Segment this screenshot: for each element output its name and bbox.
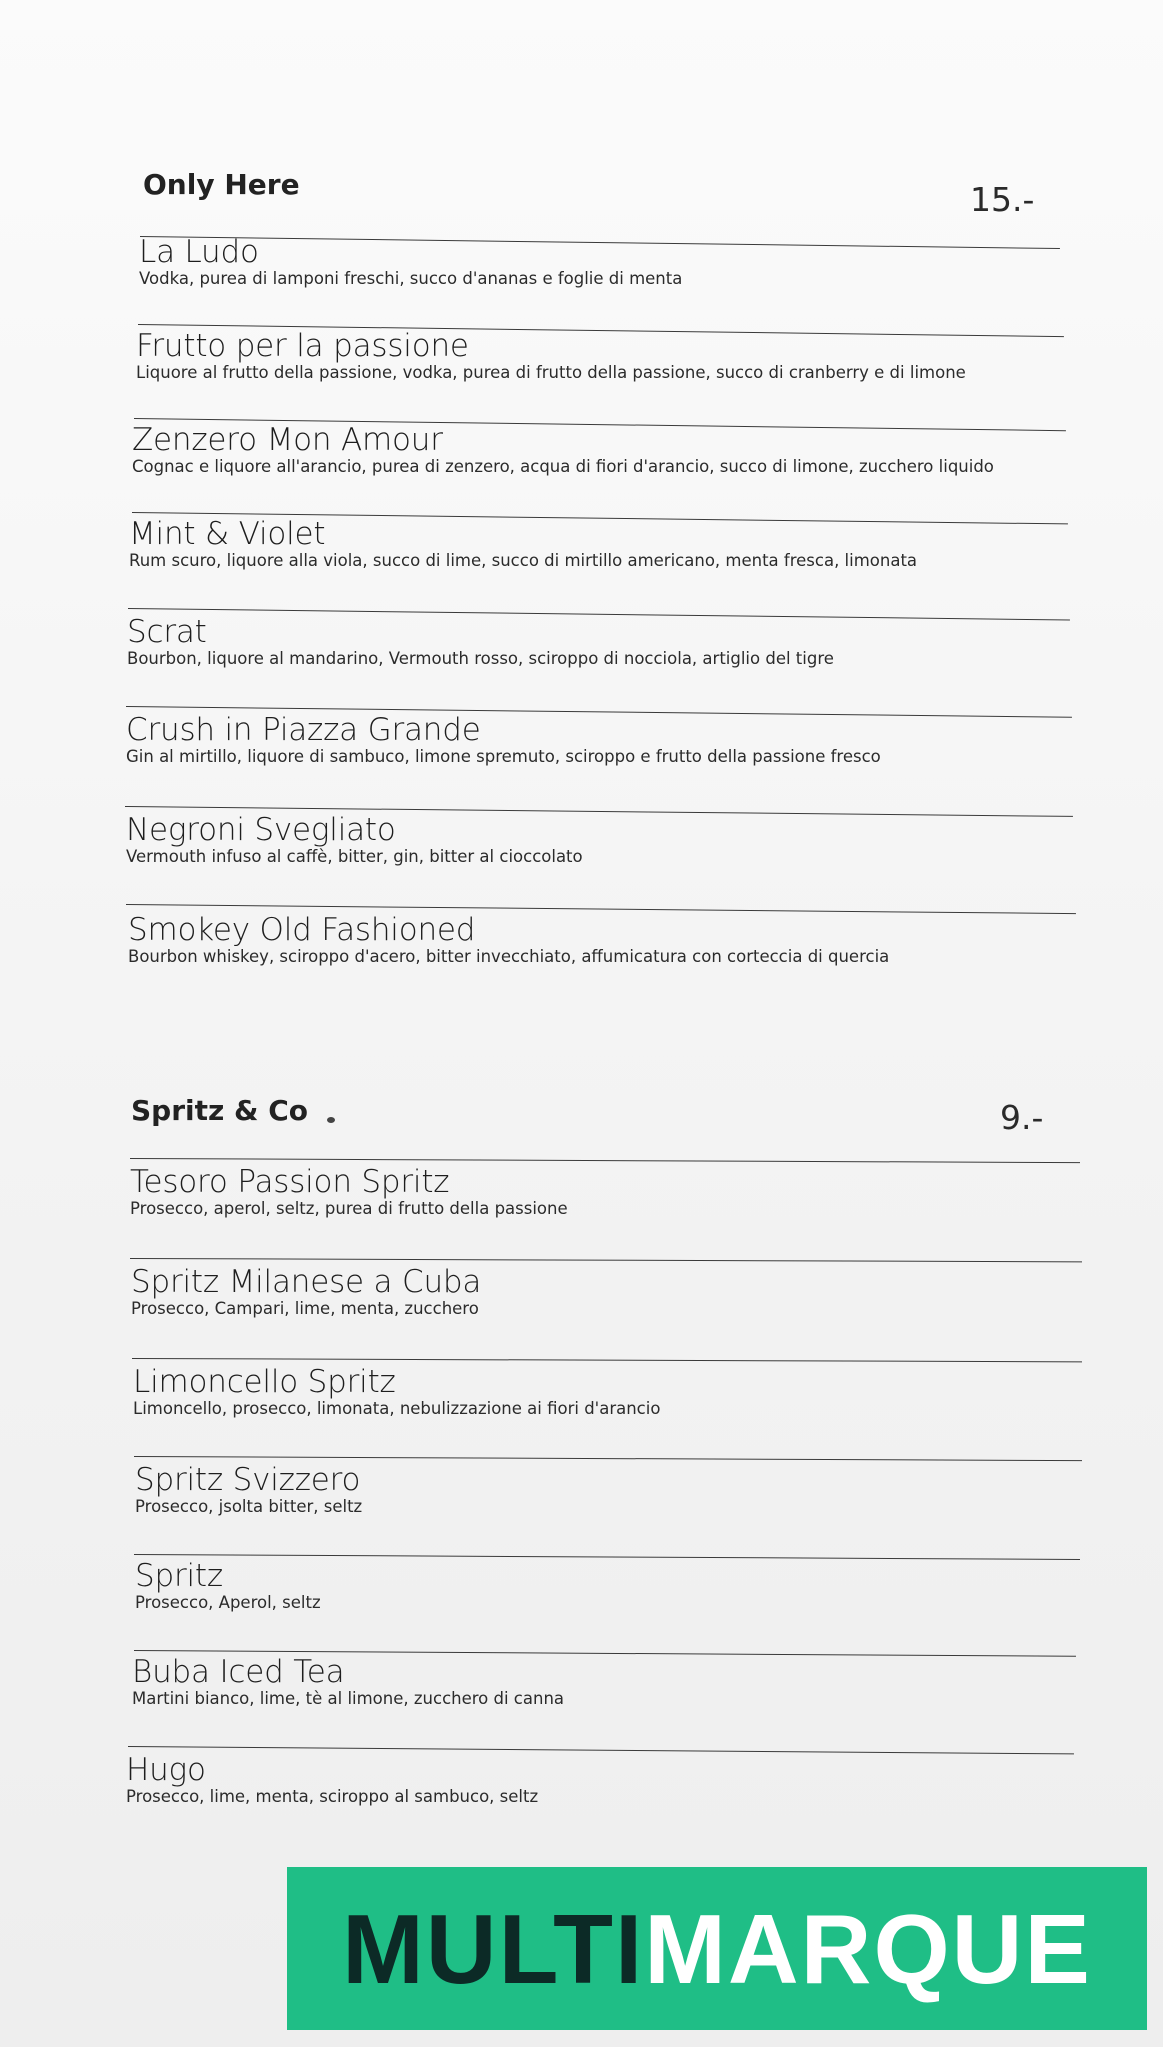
item-name: Scrat	[127, 614, 207, 650]
item-name: Tesoro Passion Spritz	[130, 1164, 450, 1200]
item-name: Spritz Svizzero	[135, 1462, 361, 1498]
item-name: Negroni Svegliato	[126, 812, 396, 848]
divider-line	[132, 1358, 1082, 1362]
menu-item	[131, 1266, 481, 1319]
item-name: Mint & Violet	[129, 516, 326, 552]
divider-line	[134, 1456, 1082, 1461]
logo-part-multi: MULTI	[342, 1893, 645, 2004]
menu-item	[129, 518, 917, 571]
item-description: Prosecco, jsolta bitter, seltz	[135, 1497, 363, 1516]
menu-item	[132, 1656, 564, 1709]
item-description: Prosecco, aperol, seltz, purea di frutto della passione	[130, 1199, 568, 1218]
item-description: Rum scuro, liquore alla viola, succo di lime, succo di mirtillo americano, menta fresca, limonata	[129, 551, 918, 570]
menu-item	[132, 424, 994, 477]
menu-item	[135, 1464, 362, 1517]
section-title: Spritz & Co	[131, 1094, 308, 1127]
item-description: Liquore al frutto della passione, vodka, purea di frutto della passione, succo di cranberry e di limone	[136, 363, 966, 382]
menu-item	[135, 1560, 321, 1613]
item-description: Bourbon whiskey, sciroppo d'acero, bitter invecchiato, affumicatura con corteccia di quercia	[128, 947, 890, 966]
item-description: Limoncello, prosecco, limonata, nebulizzazione ai fiori d'arancio	[133, 1399, 661, 1418]
item-description: Prosecco, Campari, lime, menta, zucchero	[131, 1299, 479, 1318]
menu-item	[126, 1754, 538, 1807]
logo-part-marque: MARQUE	[644, 1893, 1092, 2004]
item-description: Vermouth infuso al caffè, bitter, gin, bitter al cioccolato	[126, 847, 583, 866]
menu-item	[136, 330, 966, 383]
item-description: Cognac e liquore all'arancio, purea di zenzero, acqua di fiori d'arancio, succo di limone, zucchero liquido	[132, 457, 994, 476]
item-description: Bourbon, liquore al mandarino, Vermouth rosso, sciroppo di nocciola, artiglio del tigre	[127, 649, 834, 668]
section-title: Only Here	[143, 168, 300, 201]
divider-line	[130, 1158, 1080, 1163]
menu-item	[139, 236, 682, 289]
item-name: Buba Iced Tea	[132, 1654, 345, 1690]
item-description: Prosecco, Aperol, seltz	[135, 1593, 321, 1612]
menu-item	[126, 714, 881, 767]
section-price: 15.-	[970, 180, 1035, 219]
menu-item	[128, 914, 889, 967]
item-name: Limoncello Spritz	[133, 1364, 396, 1400]
ink-mark	[327, 1117, 335, 1123]
item-description: Prosecco, lime, menta, sciroppo al sambuco, seltz	[126, 1787, 539, 1806]
item-name: Zenzero Mon Amour	[132, 422, 443, 458]
item-name: La Ludo	[139, 234, 259, 270]
logo-wordmark	[342, 1893, 1092, 2004]
item-name: Frutto per la passione	[136, 328, 469, 364]
item-name: Smokey Old Fashioned	[128, 912, 476, 948]
menu-item	[126, 814, 583, 867]
menu-item	[130, 1166, 568, 1219]
multimarque-logo	[287, 1867, 1147, 2030]
item-name: Hugo	[126, 1752, 206, 1788]
menu-item	[133, 1366, 660, 1419]
item-name: Spritz Milanese a Cuba	[131, 1264, 482, 1300]
divider-line	[130, 1258, 1082, 1262]
item-description: Martini bianco, lime, tè al limone, zucchero di canna	[132, 1689, 565, 1708]
menu-item	[127, 616, 834, 669]
item-name: Crush in Piazza Grande	[126, 712, 481, 748]
item-name: Spritz	[135, 1558, 223, 1594]
section-price: 9.-	[1000, 1098, 1044, 1137]
item-description: Gin al mirtillo, liquore di sambuco, limone spremuto, sciroppo e frutto della passione fresco	[126, 747, 881, 766]
item-description: Vodka, purea di lamponi freschi, succo d'ananas e foglie di menta	[139, 269, 683, 288]
